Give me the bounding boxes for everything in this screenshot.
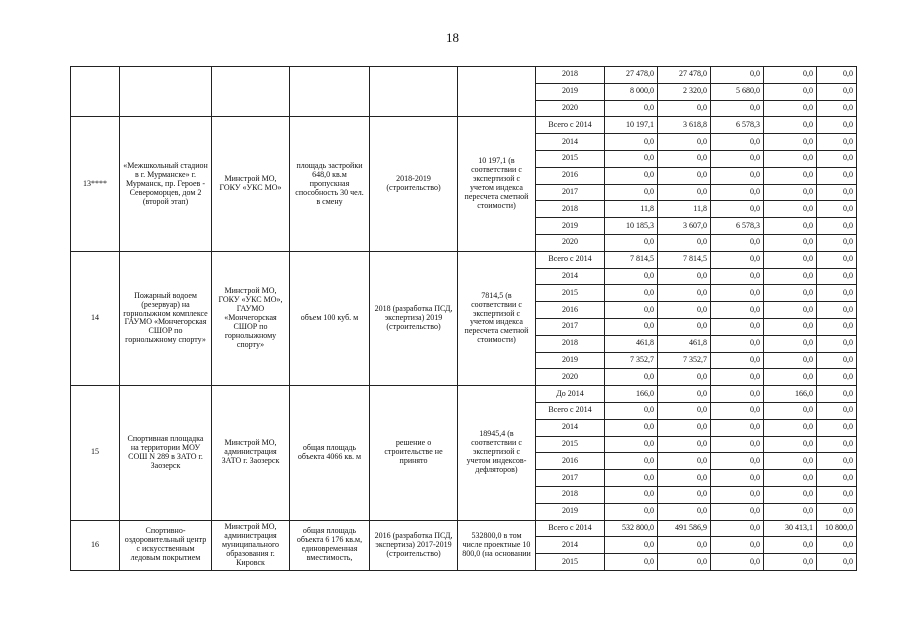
year-cell: 2020	[536, 234, 605, 251]
period-cell: 2018-2019 (строительство)	[370, 117, 458, 251]
amount-cell: 0,0	[658, 453, 711, 470]
amount-cell: 0,0	[605, 318, 658, 335]
empty-cell	[290, 67, 370, 117]
amount-cell: 0,0	[658, 150, 711, 167]
amount-cell: 0,0	[711, 184, 764, 201]
amount-cell: 0,0	[711, 369, 764, 386]
year-cell: 2019	[536, 352, 605, 369]
amount-cell: 0,0	[711, 318, 764, 335]
capacity-cell: общая площадь объекта 6 176 кв.м, единовременная вместимость,	[290, 520, 370, 570]
period-cell: 2018 (разработка ПСД, экспертиза) 2019 (строительство)	[370, 251, 458, 385]
amount-cell: 0,0	[605, 302, 658, 319]
amount-cell: 0,0	[817, 218, 857, 235]
amount-cell: 0,0	[605, 167, 658, 184]
amount-cell: 0,0	[658, 554, 711, 571]
customer-cell: Минстрой МО, администрация ЗАТО г. Заозерск	[212, 386, 290, 520]
amount-cell: 0,0	[711, 134, 764, 151]
year-cell: 2015	[536, 285, 605, 302]
amount-cell: 0,0	[764, 117, 817, 134]
amount-cell: 0,0	[711, 470, 764, 487]
amount-cell: 0,0	[817, 184, 857, 201]
year-cell: 2018	[536, 486, 605, 503]
amount-cell: 0,0	[764, 234, 817, 251]
amount-cell: 0,0	[764, 537, 817, 554]
amount-cell: 0,0	[764, 318, 817, 335]
amount-cell: 0,0	[817, 486, 857, 503]
year-cell: 2016	[536, 167, 605, 184]
amount-cell: 0,0	[764, 503, 817, 520]
amount-cell: 0,0	[605, 453, 658, 470]
amount-cell: 0,0	[658, 419, 711, 436]
amount-cell: 0,0	[817, 419, 857, 436]
amount-cell: 0,0	[764, 285, 817, 302]
year-cell: 2015	[536, 150, 605, 167]
amount-cell: 0,0	[817, 201, 857, 218]
capacity-cell: объем 100 куб. м	[290, 251, 370, 385]
amount-cell: 0,0	[764, 268, 817, 285]
amount-cell: 0,0	[711, 302, 764, 319]
amount-cell: 0,0	[764, 67, 817, 84]
investment-table	[70, 66, 857, 571]
amount-cell: 166,0	[764, 386, 817, 403]
object-number-cell: 14	[71, 251, 120, 385]
amount-cell: 0,0	[764, 369, 817, 386]
empty-cell	[370, 67, 458, 117]
amount-cell: 0,0	[658, 234, 711, 251]
capacity-cell: площадь застройки 648,0 кв.м пропускная способность 30 чел. в смену	[290, 117, 370, 251]
year-cell: 2020	[536, 100, 605, 117]
empty-cell	[71, 67, 120, 117]
object-name-cell: Спортивно-оздоровительный центр с искусственным ледовым покрытием	[120, 520, 212, 570]
amount-cell: 0,0	[711, 486, 764, 503]
empty-cell	[212, 67, 290, 117]
amount-cell: 0,0	[764, 218, 817, 235]
amount-cell: 0,0	[764, 100, 817, 117]
year-cell: 2015	[536, 436, 605, 453]
year-cell: Всего с 2014	[536, 251, 605, 268]
amount-cell: 7 814,5	[605, 251, 658, 268]
amount-cell: 0,0	[605, 554, 658, 571]
cost-cell: 532800,0 в том числе проектные 10 800,0 (на основании	[458, 520, 536, 570]
amount-cell: 0,0	[605, 419, 658, 436]
amount-cell: 30 413,1	[764, 520, 817, 537]
amount-cell: 0,0	[711, 201, 764, 218]
amount-cell: 461,8	[605, 335, 658, 352]
object-name-cell: Пожарный водоем (резервуар) на горнолыжном комплексе ГАУМО «Мончегорская СШОР по горнолыжному спорту»	[120, 251, 212, 385]
object-number-cell: 16	[71, 520, 120, 570]
amount-cell: 0,0	[817, 453, 857, 470]
amount-cell: 0,0	[658, 285, 711, 302]
table-row	[71, 117, 857, 134]
amount-cell: 0,0	[817, 352, 857, 369]
amount-cell: 10 800,0	[817, 520, 857, 537]
amount-cell: 3 618,8	[658, 117, 711, 134]
amount-cell: 0,0	[817, 83, 857, 100]
amount-cell: 0,0	[658, 386, 711, 403]
amount-cell: 0,0	[711, 268, 764, 285]
amount-cell: 0,0	[764, 335, 817, 352]
year-cell: 2019	[536, 83, 605, 100]
amount-cell: 0,0	[817, 318, 857, 335]
amount-cell: 0,0	[764, 83, 817, 100]
amount-cell: 0,0	[711, 503, 764, 520]
amount-cell: 0,0	[658, 369, 711, 386]
capacity-cell: общая площадь объекта 4066 кв. м	[290, 386, 370, 520]
amount-cell: 0,0	[817, 402, 857, 419]
amount-cell: 0,0	[817, 470, 857, 487]
amount-cell: 0,0	[711, 234, 764, 251]
year-cell: 2014	[536, 268, 605, 285]
amount-cell: 0,0	[605, 369, 658, 386]
customer-cell: Минстрой МО, ГОКУ «УКС МО», ГАУМО «Мончегорская СШОР по горнолыжному спорту»	[212, 251, 290, 385]
amount-cell: 0,0	[817, 302, 857, 319]
year-cell: 2017	[536, 184, 605, 201]
customer-cell: Минстрой МО, администрация муниципального образования г. Кировск	[212, 520, 290, 570]
table-row	[71, 251, 857, 268]
empty-cell	[120, 67, 212, 117]
object-name-cell: «Межшкольный стадион в г. Мурманске» г. Мурманск, пр. Героев - Североморцев, дом 2 (второй этап)	[120, 117, 212, 251]
amount-cell: 7 814,5	[658, 251, 711, 268]
object-number-cell: 13****	[71, 117, 120, 251]
amount-cell: 0,0	[658, 167, 711, 184]
amount-cell: 11,8	[605, 201, 658, 218]
amount-cell: 0,0	[658, 436, 711, 453]
amount-cell: 8 000,0	[605, 83, 658, 100]
amount-cell: 532 800,0	[605, 520, 658, 537]
amount-cell: 0,0	[711, 453, 764, 470]
amount-cell: 0,0	[605, 100, 658, 117]
cost-cell: 10 197,1 (в соответствии с экспертизой с учетом индекса пересчета сметной стоимости)	[458, 117, 536, 251]
amount-cell: 0,0	[764, 184, 817, 201]
amount-cell: 0,0	[711, 554, 764, 571]
customer-cell: Минстрой МО, ГОКУ «УКС МО»	[212, 117, 290, 251]
cost-cell: 7814,5 (в соответствии с экспертизой с учетом индекса пересчета сметной стоимости)	[458, 251, 536, 385]
amount-cell: 0,0	[605, 150, 658, 167]
amount-cell: 0,0	[764, 167, 817, 184]
amount-cell: 7 352,7	[605, 352, 658, 369]
amount-cell: 0,0	[817, 251, 857, 268]
amount-cell: 0,0	[817, 150, 857, 167]
year-cell: 2017	[536, 318, 605, 335]
amount-cell: 0,0	[711, 419, 764, 436]
amount-cell: 11,8	[658, 201, 711, 218]
amount-cell: 461,8	[658, 335, 711, 352]
amount-cell: 0,0	[817, 100, 857, 117]
amount-cell: 0,0	[605, 285, 658, 302]
table-row	[71, 386, 857, 403]
amount-cell: 0,0	[658, 268, 711, 285]
amount-cell: 0,0	[764, 134, 817, 151]
amount-cell: 0,0	[764, 402, 817, 419]
amount-cell: 0,0	[764, 419, 817, 436]
amount-cell: 0,0	[817, 537, 857, 554]
year-cell: 2014	[536, 537, 605, 554]
amount-cell: 7 352,7	[658, 352, 711, 369]
amount-cell: 0,0	[764, 554, 817, 571]
amount-cell: 0,0	[605, 436, 658, 453]
amount-cell: 0,0	[764, 453, 817, 470]
amount-cell: 0,0	[711, 167, 764, 184]
amount-cell: 0,0	[711, 67, 764, 84]
amount-cell: 0,0	[605, 503, 658, 520]
amount-cell: 0,0	[658, 503, 711, 520]
year-cell: 2018	[536, 335, 605, 352]
object-number-cell: 15	[71, 386, 120, 520]
amount-cell: 0,0	[817, 285, 857, 302]
amount-cell: 0,0	[764, 470, 817, 487]
amount-cell: 0,0	[817, 268, 857, 285]
year-cell: Всего с 2014	[536, 520, 605, 537]
amount-cell: 6 578,3	[711, 218, 764, 235]
amount-cell: 0,0	[817, 436, 857, 453]
amount-cell: 0,0	[658, 184, 711, 201]
amount-cell: 0,0	[817, 554, 857, 571]
amount-cell: 491 586,9	[658, 520, 711, 537]
year-cell: 2014	[536, 419, 605, 436]
amount-cell: 0,0	[605, 268, 658, 285]
year-cell: До 2014	[536, 386, 605, 403]
amount-cell: 0,0	[605, 234, 658, 251]
amount-cell: 0,0	[817, 386, 857, 403]
amount-cell: 0,0	[817, 234, 857, 251]
year-cell: 2015	[536, 554, 605, 571]
period-cell: решение о строительстве не принято	[370, 386, 458, 520]
amount-cell: 0,0	[605, 470, 658, 487]
year-cell: 2016	[536, 302, 605, 319]
period-cell: 2016 (разработка ПСД, экспертиза) 2017-2019 (строительство)	[370, 520, 458, 570]
amount-cell: 0,0	[658, 402, 711, 419]
amount-cell: 0,0	[711, 436, 764, 453]
amount-cell: 0,0	[817, 134, 857, 151]
amount-cell: 0,0	[711, 100, 764, 117]
year-cell: Всего с 2014	[536, 402, 605, 419]
amount-cell: 0,0	[817, 335, 857, 352]
amount-cell: 0,0	[658, 486, 711, 503]
amount-cell: 0,0	[711, 251, 764, 268]
year-cell: 2019	[536, 218, 605, 235]
amount-cell: 0,0	[658, 100, 711, 117]
amount-cell: 0,0	[605, 402, 658, 419]
amount-cell: 0,0	[711, 402, 764, 419]
year-cell: 2018	[536, 201, 605, 218]
amount-cell: 0,0	[711, 386, 764, 403]
amount-cell: 0,0	[711, 537, 764, 554]
amount-cell: 0,0	[764, 486, 817, 503]
amount-cell: 0,0	[711, 520, 764, 537]
amount-cell: 0,0	[711, 285, 764, 302]
amount-cell: 166,0	[605, 386, 658, 403]
amount-cell: 0,0	[764, 352, 817, 369]
amount-cell: 6 578,3	[711, 117, 764, 134]
amount-cell: 0,0	[817, 503, 857, 520]
amount-cell: 0,0	[764, 436, 817, 453]
amount-cell: 27 478,0	[658, 67, 711, 84]
amount-cell: 0,0	[658, 537, 711, 554]
amount-cell: 0,0	[658, 302, 711, 319]
table-row	[71, 67, 857, 84]
amount-cell: 5 680,0	[711, 83, 764, 100]
amount-cell: 0,0	[817, 167, 857, 184]
empty-cell	[458, 67, 536, 117]
amount-cell: 0,0	[764, 251, 817, 268]
year-cell: Всего с 2014	[536, 117, 605, 134]
amount-cell: 0,0	[817, 117, 857, 134]
amount-cell: 0,0	[605, 537, 658, 554]
amount-cell: 0,0	[764, 302, 817, 319]
amount-cell: 0,0	[658, 134, 711, 151]
page-number: 18	[446, 30, 459, 45]
amount-cell: 0,0	[605, 184, 658, 201]
amount-cell: 0,0	[605, 486, 658, 503]
amount-cell: 0,0	[711, 335, 764, 352]
amount-cell: 0,0	[658, 470, 711, 487]
amount-cell: 10 197,1	[605, 117, 658, 134]
cost-cell: 18945,4 (в соответствии с экспертизой с учетом индексов-дефляторов)	[458, 386, 536, 520]
amount-cell: 0,0	[764, 201, 817, 218]
amount-cell: 0,0	[605, 134, 658, 151]
year-cell: 2016	[536, 453, 605, 470]
amount-cell: 27 478,0	[605, 67, 658, 84]
amount-cell: 10 185,3	[605, 218, 658, 235]
object-name-cell: Спортивная площадка на территории МОУ СОШ N 289 в ЗАТО г. Заозерск	[120, 386, 212, 520]
amount-cell: 2 320,0	[658, 83, 711, 100]
year-cell: 2014	[536, 134, 605, 151]
amount-cell: 0,0	[658, 318, 711, 335]
year-cell: 2017	[536, 470, 605, 487]
amount-cell: 0,0	[711, 352, 764, 369]
amount-cell: 3 607,0	[658, 218, 711, 235]
year-cell: 2018	[536, 67, 605, 84]
table-row	[71, 520, 857, 537]
amount-cell: 0,0	[764, 150, 817, 167]
year-cell: 2019	[536, 503, 605, 520]
year-cell: 2020	[536, 369, 605, 386]
amount-cell: 0,0	[711, 150, 764, 167]
amount-cell: 0,0	[817, 369, 857, 386]
amount-cell: 0,0	[817, 67, 857, 84]
